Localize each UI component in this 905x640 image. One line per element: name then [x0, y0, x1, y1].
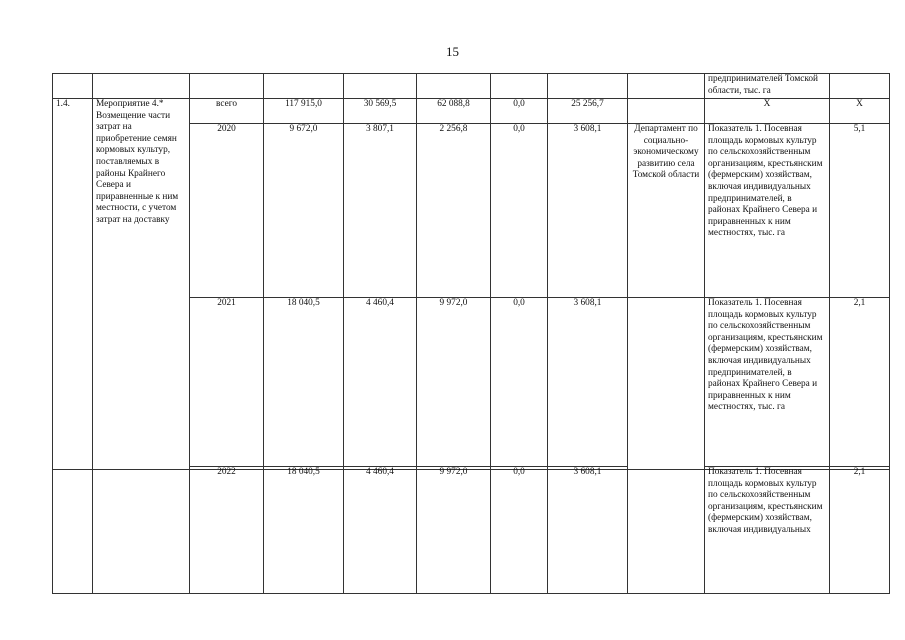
cell-empty [628, 99, 705, 124]
indicator-text: Показатель 1. Посевная площадь кормовых культур по сельскохозяйственным организациям, крестьянским (фермерским) хозяйствам, включая индивидуальных предпринимателей, в районах Крайнего Севера и приравненных к ним местностях, тыс. га [705, 124, 830, 298]
indicator-text: X [705, 99, 830, 124]
cell-empty [93, 467, 190, 594]
year: 2021 [190, 298, 264, 470]
indicator-text: Показатель 1. Посевная площадь кормовых культур по сельскохозяйственным организациям, крестьянским (фермерским) хозяйствам, включая индивидуальных [705, 467, 830, 594]
value-local: 0,0 [491, 467, 548, 594]
cell-empty [190, 74, 264, 99]
page-number: 15 [446, 44, 459, 59]
indicator-value: 2,1 [830, 298, 890, 470]
value-other: 25 256,7 [548, 99, 628, 124]
program-table [52, 73, 890, 470]
value-regional: 2 256,8 [417, 124, 491, 298]
value-other: 3 608,1 [548, 124, 628, 298]
value-federal: 4 460,4 [344, 298, 417, 470]
event-name: Мероприятие 4.* Возмещение части затрат на приобретение семян кормовых культур, поставляемых в районы Крайнего Севера и приравненные к ним местности, с учетом затрат на доставку [93, 99, 190, 470]
executor-continued [628, 467, 705, 594]
value-federal: 30 569,5 [344, 99, 417, 124]
indicator-value: 2,1 [830, 467, 890, 594]
value-total: 117 915,0 [264, 99, 344, 124]
value-regional: 62 088,8 [417, 99, 491, 124]
year: 2020 [190, 124, 264, 298]
period: всего [190, 99, 264, 124]
value-other: 3 608,1 [548, 298, 628, 470]
cell-empty [830, 74, 890, 99]
value-regional: 9 972,0 [417, 298, 491, 470]
executor: Департамент по социально-экономическому развитию села Томской области [628, 124, 705, 298]
indicator-text: Показатель 1. Посевная площадь кормовых культур по сельскохозяйственным организациям, крестьянским (фермерским) хозяйствам, включая индивидуальных предпринимателей, в районах Крайнего Севера и приравненных к ним местностях, тыс. га [705, 298, 830, 470]
row-number: 1.4. [53, 99, 93, 470]
cell-empty [628, 74, 705, 99]
table-row-total [53, 99, 890, 124]
value-federal: 3 807,1 [344, 124, 417, 298]
value-total: 18 040,5 [264, 298, 344, 470]
value-other: 3 608,1 [548, 467, 628, 594]
cell-empty [491, 74, 548, 99]
cell-empty [417, 74, 491, 99]
value-total: 9 672,0 [264, 124, 344, 298]
indicator-value: X [830, 99, 890, 124]
table-row-continuation [53, 74, 890, 99]
year: 2022 [190, 467, 264, 594]
cell-empty [344, 74, 417, 99]
table-row-year [53, 467, 890, 594]
value-local: 0,0 [491, 99, 548, 124]
cell-empty [548, 74, 628, 99]
value-regional: 9 972,0 [417, 467, 491, 594]
cell-empty [264, 74, 344, 99]
executor-continued [628, 298, 705, 470]
value-local: 0,0 [491, 124, 548, 298]
indicator-value: 5,1 [830, 124, 890, 298]
cell-empty [53, 467, 93, 594]
value-total: 18 040,5 [264, 467, 344, 594]
cell-empty [53, 74, 93, 99]
value-federal: 4 460,4 [344, 467, 417, 594]
cell-empty [93, 74, 190, 99]
indicator-text: предпринимателей Томской области, тыс. га [705, 74, 830, 99]
value-local: 0,0 [491, 298, 548, 470]
program-table-tail [52, 466, 890, 594]
